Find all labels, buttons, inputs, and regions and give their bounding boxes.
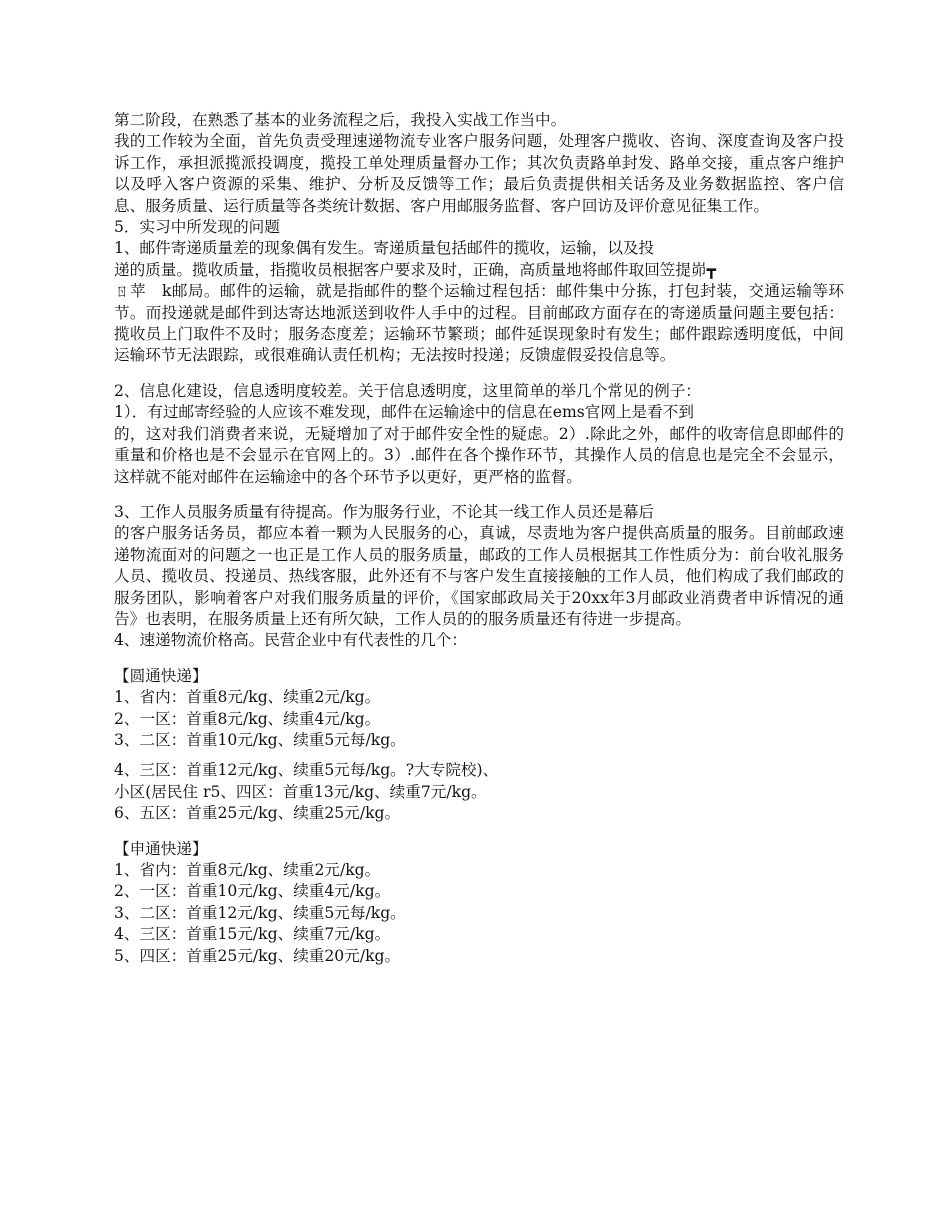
document-page	[114, 110, 844, 967]
spacer	[114, 825, 844, 839]
price-line: 2、一区：首重8元/kg、续重4元/kg。	[114, 709, 381, 728]
paragraph-quality-body: ㄖ苹 k邮局。邮件的运输，就是指邮件的整个运输过程包括：邮件集中分拣，打包封装，交通运输等环节。而投递就是邮件到达寄达地派送到收件人手中的过程。目前邮政方面存在的寄递质量问题主要包括：揽收员上门取件不及时；服务态度差；运输环节繁琐；邮件延误现象时有发生；邮件跟踪透明度低，中间运输环节无法跟踪，或很难确认责任机构；无法按时投递；反馈虚假妥投信息等。	[114, 282, 844, 365]
paragraph-info-example: 1）．有过邮寄经验的人应该不难发现，邮件在运输途中的信息在ems官网上是看不到	[114, 403, 694, 422]
section-heading-problems: 5．实习中所发现的问题	[114, 218, 280, 237]
spacer	[114, 751, 844, 760]
yuantong-header: 【圆通快递】	[114, 666, 208, 685]
shentong-header: 【申通快递】	[114, 839, 208, 858]
price-line: 4、三区：首重15元/kg、续重7元/kg。	[114, 925, 391, 944]
paragraph-price-intro: 4、速递物流价格高。民营企业中有代表性的几个：	[114, 631, 467, 650]
price-line: 1、省内：首重8元/kg、续重2元/kg。	[114, 688, 381, 707]
paragraph-stage-two: 第二阶段，在熟悉了基本的业务流程之后，我投入实战工作当中。	[114, 111, 567, 129]
paragraph-service-body: 的客户服务话务员，都应本着一颗为人民服务的心，真诚，尽责地为客户提供高质量的服务。目前邮政速递物流面对的问题之一也正是工作人员的服务质量，邮政的工作人员根据其工作性质分为：前台收礼服务人员、揽收员、投递员、热线客服，此外还有不与客户发生直接接触的工作人员，他们构成了我们邮政的服务团队，影响着客户对我们服务质量的评价，《国家邮政局关于20xx年3月邮政业消费者申诉情况的通告》也表明，在服务质量上还有所欠缺，工作人员的的服务质量还有待进一步提高。	[114, 524, 844, 628]
price-line: 4、三区：首重12元/kg、续重5元每/kg。?大专院校)、	[114, 761, 499, 780]
spacer	[114, 488, 844, 502]
price-line: 5、四区：首重25元/kg、续重20元/kg。	[114, 946, 401, 965]
paragraph-work-duties: 我的工作较为全面，首先负责受理速递物流专业客户服务问题，处理客户揽收、咨询、深度查询及客户投诉工作，承担派揽派投调度，揽投工单处理质量督办工作；其次负责路单封发、路单交接，重点客户维护以及呼入客户资源的采集、维护、分析及反馈等工作；最后负责提供相关话务及业务数据监控、客户信息、服务质量、运行质量等各类统计数据、客户用邮服务监督、客户回访及评价意见征集工作。	[114, 132, 844, 215]
spacer	[114, 652, 844, 666]
paragraph-quality-intro: 1、邮件寄递质量差的现象偶有发生。寄递质量包括邮件的揽收，运输，以及投	[114, 239, 655, 258]
price-line: 小区(居民住 r5、四区：首重13元/kg、续重7元/kg。	[114, 782, 487, 801]
spacer	[114, 367, 844, 381]
price-line: 1、省内：首重8元/kg、续重2元/kg。	[114, 861, 381, 879]
paragraph-quality-line: 递的质量。揽收质量，指揽收员根据客户要求及时，正确，高质量地将邮件取回笠提峁┳	[114, 260, 716, 279]
price-line: 3、二区：首重10元/kg、续重5元每/kg。	[114, 730, 406, 749]
paragraph-info-intro: 2、信息化建设，信息透明度较差。关于信息透明度，这里简单的举几个常见的例子：	[114, 381, 701, 400]
price-line: 6、五区：首重25元/kg、续重25元/kg。	[114, 804, 401, 823]
paragraph-info-body: 的，这对我们消费者来说，无疑增加了对于邮件安全性的疑虑。2）.除此之外，邮件的收寄信息即邮件的重量和价格也是不会显示在官网上的。3）.邮件在各个操作环节，其操作人员的信息也是完全不会显示，这样就不能对邮件在运输途中的各个环节予以更好，更严格的监督。	[114, 424, 844, 486]
price-line: 2、一区：首重10元/kg、续重4元/kg。	[114, 882, 391, 901]
paragraph-service-intro: 3、工作人员服务质量有待提高。作为服务行业，不论其一线工作人员还是幕后	[114, 502, 655, 521]
price-line: 3、二区：首重12元/kg、续重5元每/kg。	[114, 903, 406, 922]
